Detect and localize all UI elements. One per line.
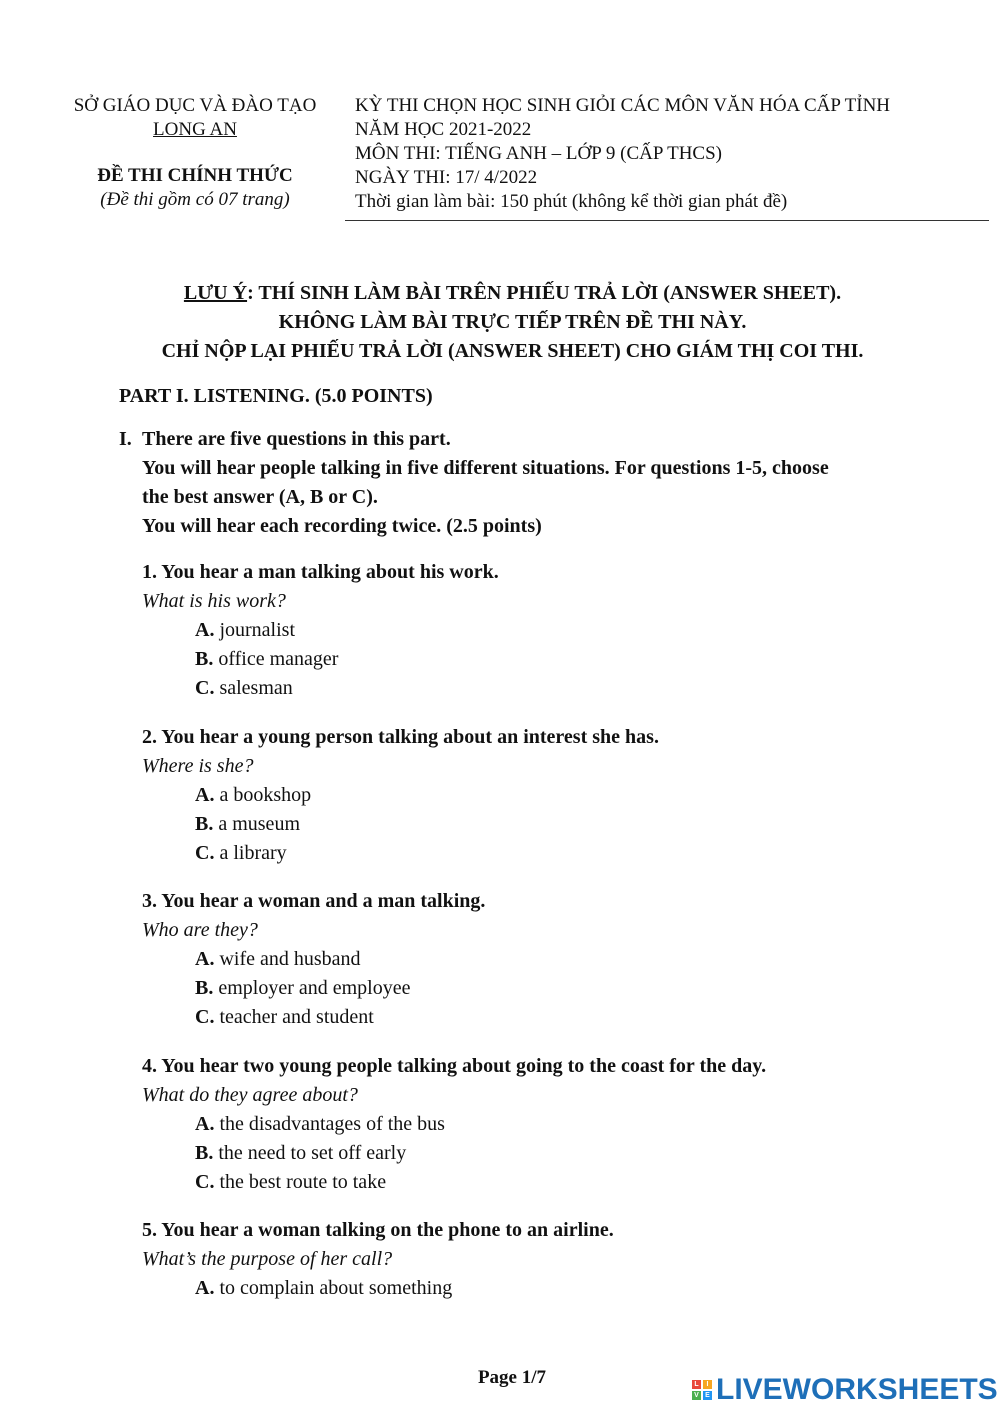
- exam-name: KỲ THI CHỌN HỌC SINH GIỎI CÁC MÔN VĂN HÓA CẤP TỈNH: [355, 95, 891, 116]
- option-b[interactable]: B. a museum: [195, 813, 300, 835]
- question-stem: 4. You hear two young people talking about going to the coast for the day.: [142, 1055, 767, 1077]
- logo-tile: I: [703, 1380, 712, 1389]
- question-1: [142, 558, 962, 703]
- option-b[interactable]: B. office manager: [195, 648, 339, 670]
- option-b[interactable]: B. the need to set off early: [195, 1142, 407, 1164]
- liveworksheets-logo: [692, 1373, 998, 1407]
- option-c[interactable]: C. a library: [195, 842, 287, 864]
- logo-tile: V: [692, 1391, 701, 1400]
- province-name: LONG AN: [153, 119, 237, 140]
- option-a[interactable]: A. wife and husband: [195, 948, 361, 970]
- option-a[interactable]: A. journalist: [195, 619, 295, 641]
- notice-line-3: CHỈ NỘP LẠI PHIẾU TRẢ LỜI (ANSWER SHEET) CHO GIÁM THỊ COI THI.: [161, 340, 864, 362]
- exam-subject: MÔN THI: TIẾNG ANH – LỚP 9 (CẤP THCS): [355, 143, 723, 164]
- part-title: PART I. LISTENING. (5.0 POINTS): [119, 385, 433, 407]
- option-a[interactable]: A. to complain about something: [195, 1277, 453, 1299]
- header-left: [60, 94, 330, 212]
- notice-line-1: LƯU Ý: THÍ SINH LÀM BÀI TRÊN PHIẾU TRẢ LỜI (ANSWER SHEET).: [183, 282, 842, 304]
- question-stem: 2. You hear a young person talking about an interest she has.: [142, 726, 659, 748]
- section-instructions: [119, 425, 939, 541]
- pages-note: (Đề thi gồm có 07 trang): [100, 189, 290, 210]
- instruction-line: You will hear people talking in five different situations. For questions 1-5, choose: [142, 457, 829, 479]
- logo-tile: E: [703, 1391, 712, 1400]
- question-prompt: What’s the purpose of her call?: [142, 1248, 393, 1270]
- notice-prefix: LƯU Ý: [183, 282, 248, 304]
- notice-line-2: KHÔNG LÀM BÀI TRỰC TIẾP TRÊN ĐỀ THI NÀY.: [278, 311, 747, 333]
- question-prompt: What is his work?: [142, 590, 286, 612]
- school-year: NĂM HỌC 2021-2022: [355, 119, 532, 140]
- section-number: I.: [119, 428, 132, 450]
- official-exam-label: ĐỀ THI CHÍNH THỨC: [97, 165, 293, 186]
- question-stem: 3. You hear a woman and a man talking.: [142, 890, 486, 912]
- option-b[interactable]: B. employer and employee: [195, 977, 411, 999]
- header-right: [355, 94, 995, 214]
- page-number: Page 1/7: [477, 1367, 547, 1388]
- logo-text: LIVEWORKSHEETS: [716, 1373, 998, 1406]
- question-4: [142, 1052, 962, 1197]
- question-stem: 5. You hear a woman talking on the phone to an airline.: [142, 1219, 614, 1241]
- instruction-line: You will hear each recording twice. (2.5 points): [142, 515, 542, 537]
- option-a[interactable]: A. the disadvantages of the bus: [195, 1113, 445, 1135]
- exam-date: NGÀY THI: 17/ 4/2022: [355, 167, 538, 188]
- instruction-line: the best answer (A, B or C).: [142, 486, 378, 508]
- logo-tile: L: [692, 1380, 701, 1389]
- notice-block: [40, 279, 985, 366]
- option-c[interactable]: C. the best route to take: [195, 1171, 387, 1193]
- question-3: [142, 887, 962, 1032]
- logo-tiles-icon: [692, 1380, 712, 1400]
- header-divider: [345, 220, 989, 221]
- exam-duration: Thời gian làm bài: 150 phút (không kể thời gian phát đề): [355, 191, 788, 212]
- question-prompt: Where is she?: [142, 755, 254, 777]
- instruction-line: There are five questions in this part.: [142, 428, 451, 450]
- option-a[interactable]: A. a bookshop: [195, 784, 312, 806]
- question-prompt: Who are they?: [142, 919, 258, 941]
- question-2: [142, 723, 962, 868]
- question-prompt: What do they agree about?: [142, 1084, 358, 1106]
- option-c[interactable]: C. teacher and student: [195, 1006, 374, 1028]
- question-5: [142, 1216, 962, 1303]
- option-c[interactable]: C. salesman: [195, 677, 293, 699]
- question-stem: 1. You hear a man talking about his work.: [142, 561, 499, 583]
- department-name: SỞ GIÁO DỤC VÀ ĐÀO TẠO: [73, 95, 317, 116]
